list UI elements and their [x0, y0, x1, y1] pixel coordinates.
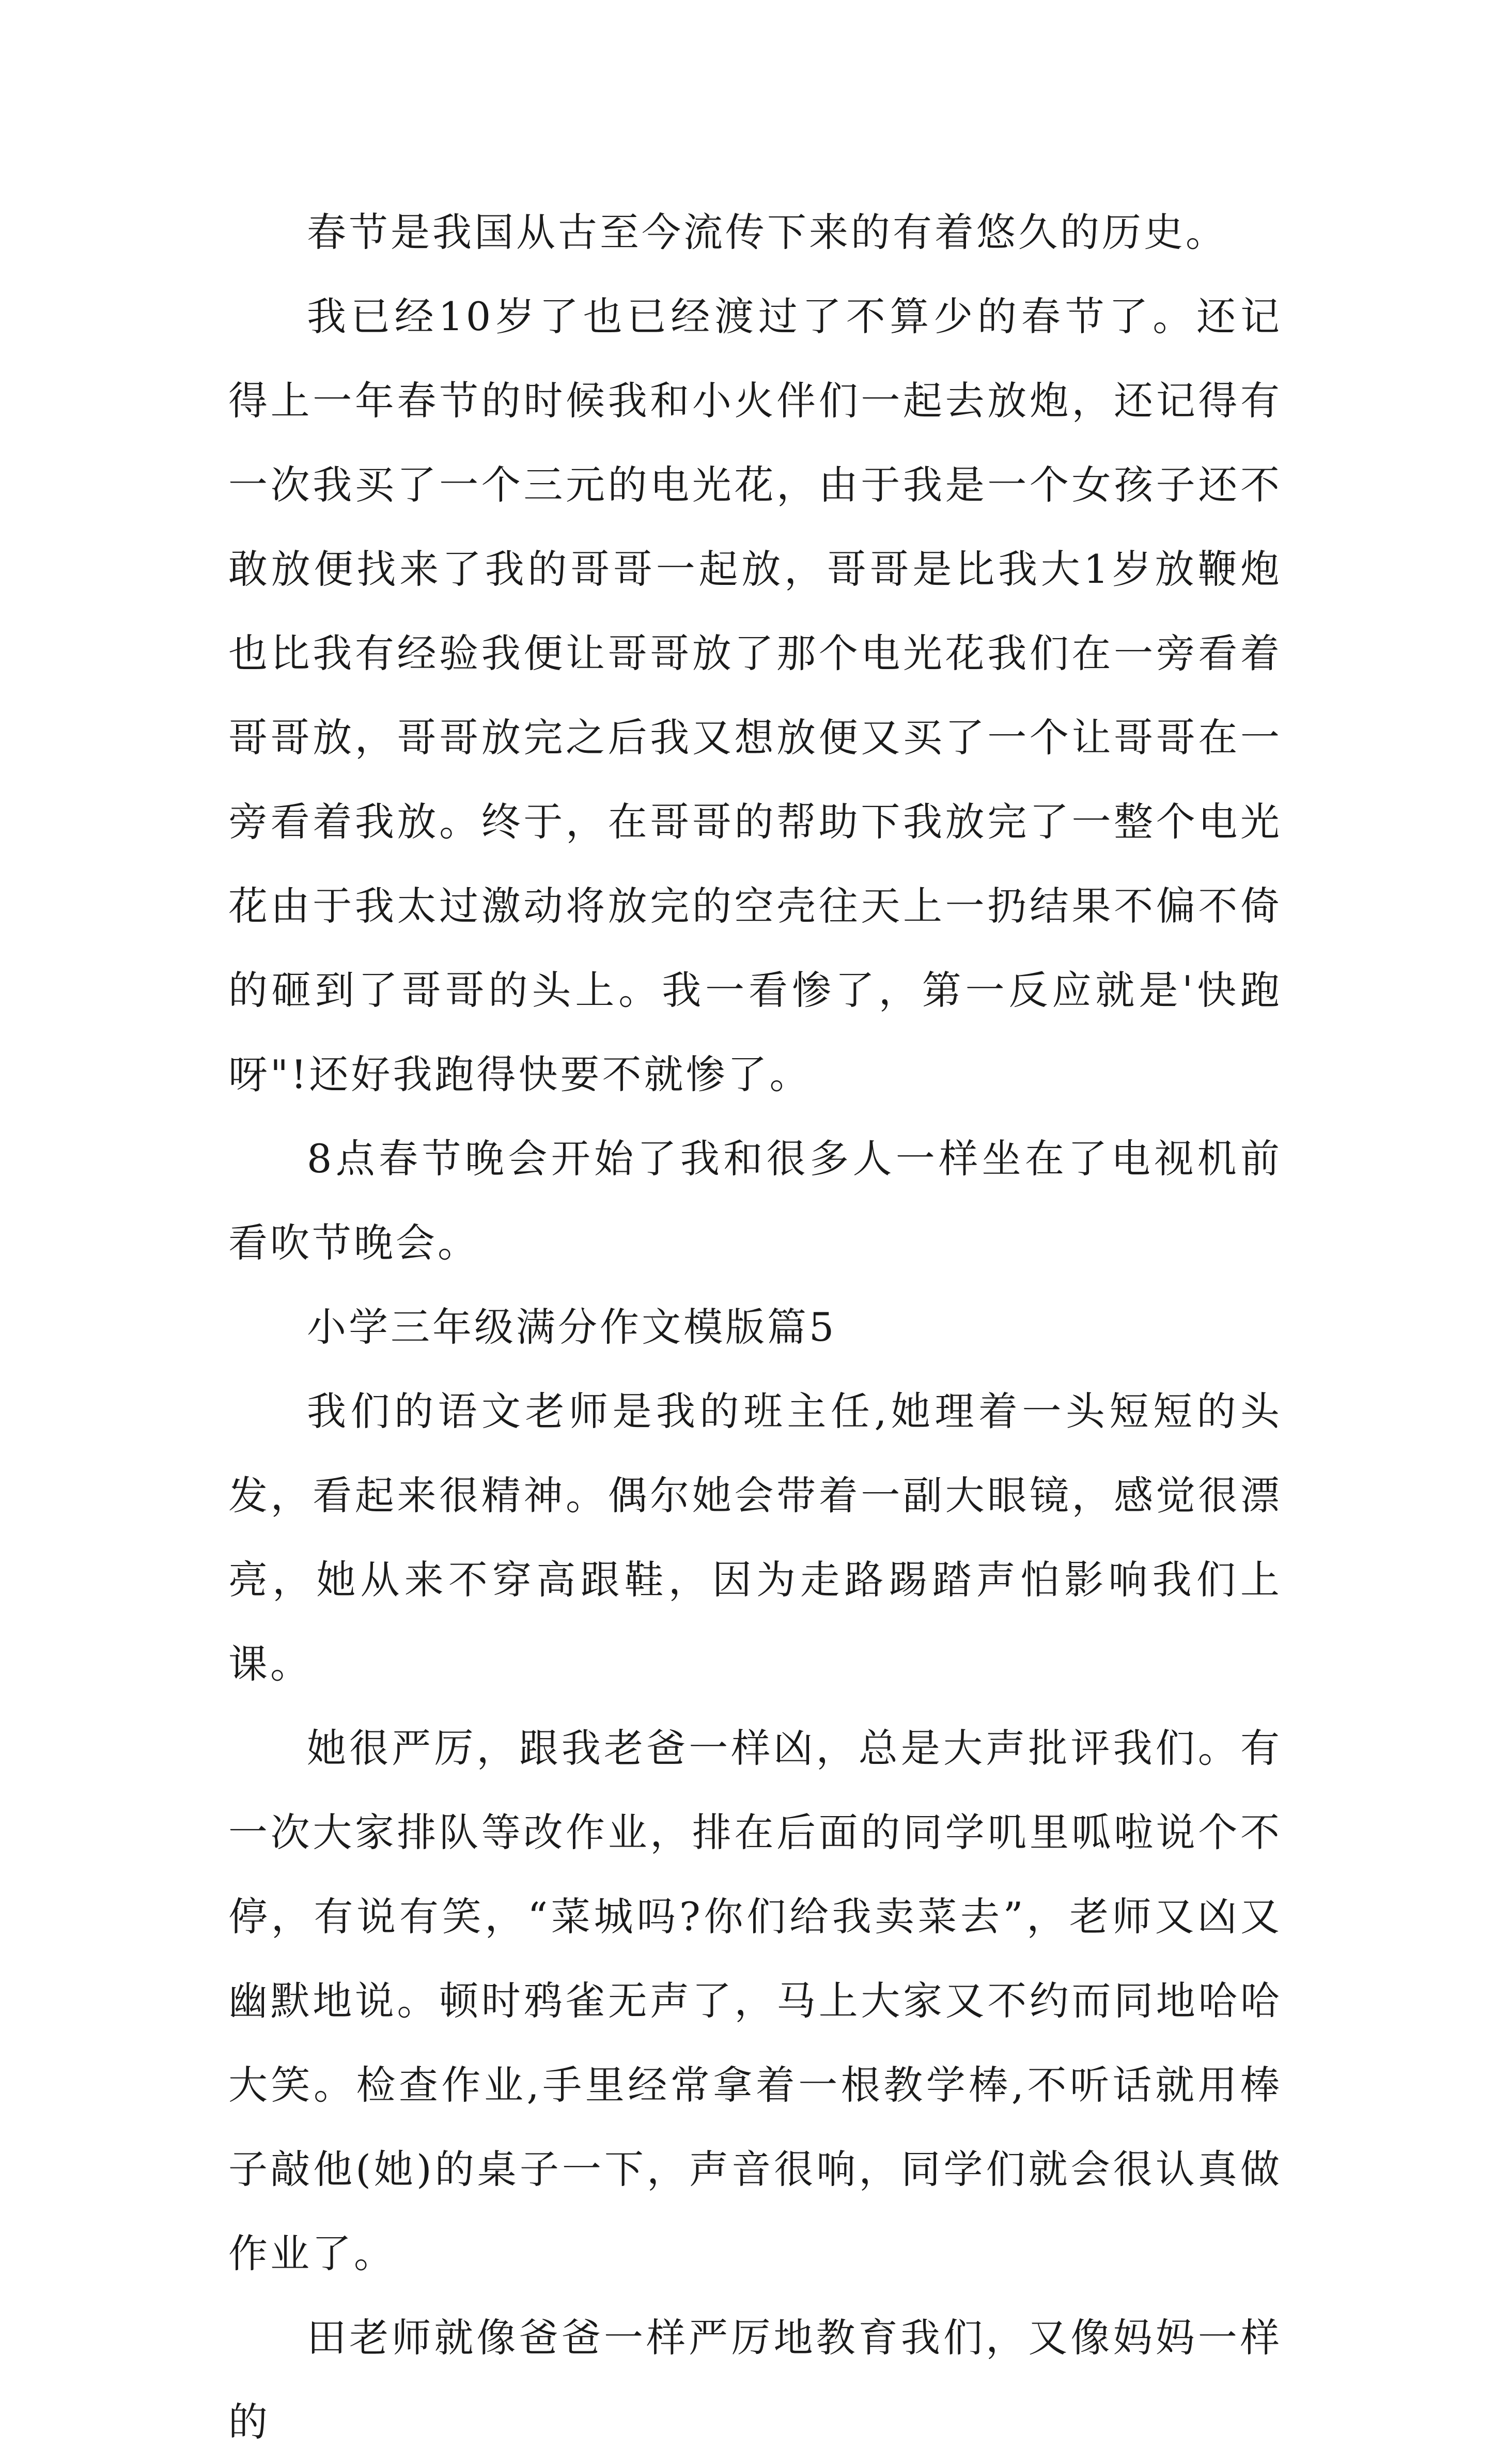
paragraph-firecracker-story: 我已经10岁了也已经渡过了不算少的春节了。还记得上一年春节的时候我和小火伴们一起去放炮，还记得有一次我买了一个三元的电光花，由于我是一个女孩子还不敢放便找来了我的哥哥一起放，哥哥是比我大1岁放鞭炮也比我有经验我便让哥哥放了那个电光花我们在一旁看着哥哥放，哥哥放完之后我又想放便又买了一个让哥哥在一旁看着我放。终于，在哥哥的帮助下我放完了一整个电光花由于我太过激动将放完的空壳往天上一扔结果不偏不倚的砸到了哥哥的头上。我一看惨了，第一反应就是'快跑呀"!还好我跑得快要不就惨了。 — [228, 293, 1282, 1097]
paragraph-teacher-strict: 她很严厉，跟我老爸一样凶，总是大声批评我们。有一次大家排队等改作业，排在后面的同学叽里呱啦说个不停，有说有笑，“菜城吗?你们给我卖菜去”，老师又凶又幽默地说。顿时鸦雀无声了，马上大家又不约而同地哈哈大笑。检查作业,手里经常拿着一根教学棒,不听话就用棒子敲他(她)的桌子一下，声音很响，同学们就会很认真做作业了。 — [228, 1725, 1282, 2276]
paragraph-spring-festival-history: 春节是我国从古至今流传下来的有着悠久的历史。 — [307, 209, 1227, 255]
section-heading: 小学三年级满分作文模版篇5 — [307, 1304, 837, 1350]
article-body — [228, 190, 1282, 2464]
paragraph-spring-festival-gala: 8点春节晚会开始了我和很多人一样坐在了电视机前看吹节晚会。 — [228, 1136, 1282, 1266]
paragraph-teacher-like-parents: 田老师就像爸爸一样严厉地教育我们，又像妈妈一样的 — [228, 2315, 1282, 2445]
paragraph-teacher-description: 我们的语文老师是我的班主任,她理着一头短短的头发，看起来很精神。偶尔她会带着一副大眼镜，感觉很漂亮，她从来不穿高跟鞋，因为走路踢踏声怕影响我们上课。 — [228, 1388, 1282, 1687]
